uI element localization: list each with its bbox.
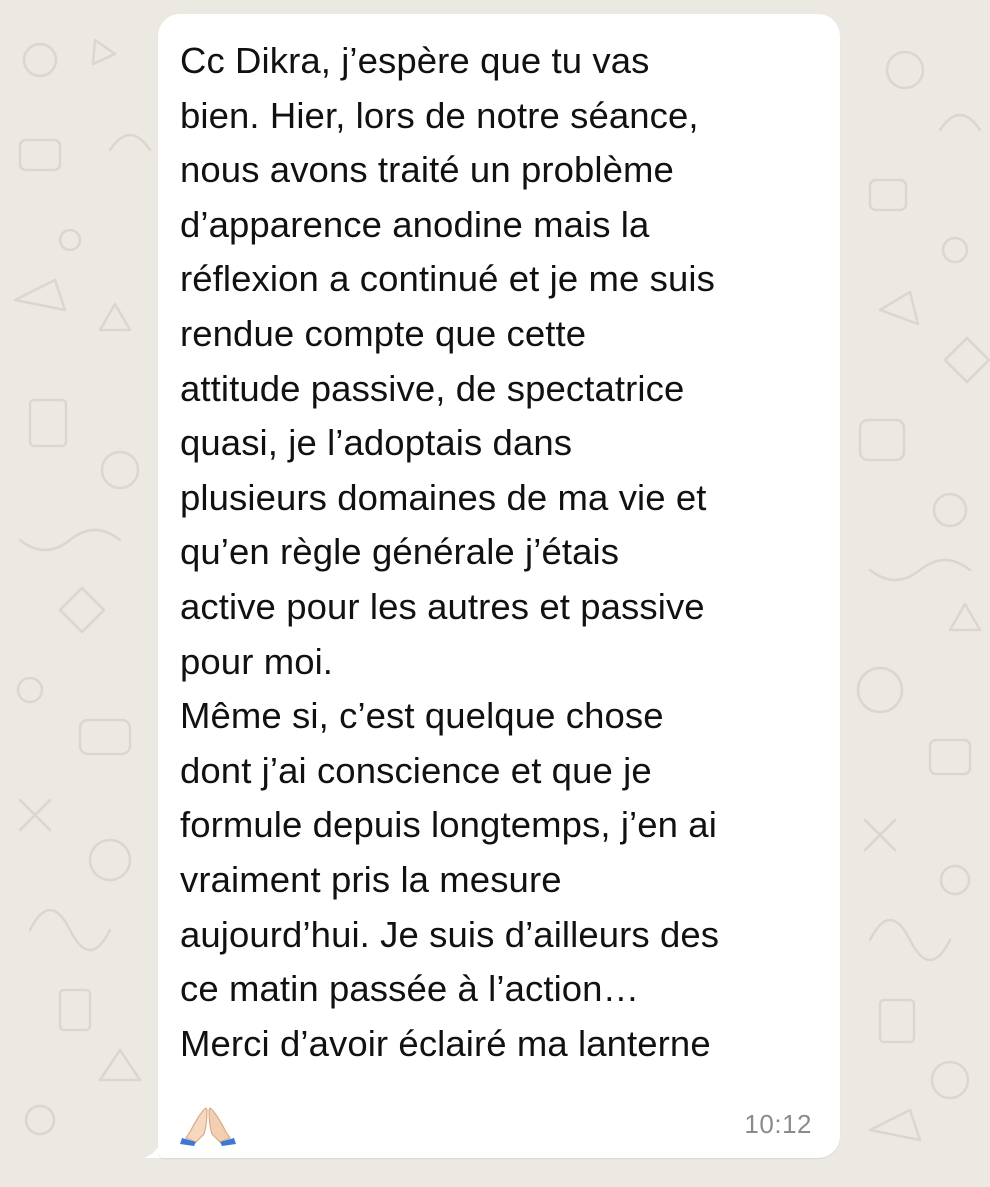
message-text: Cc Dikra, j’espère que tu vas bien. Hier, lors de notre séance, nous avons traité un problème d’apparence anodine mais la réflexion a continué et je me suis rendue compte que cette attitude passive, de spectatrice quasi, je l’adoptais dans plusieurs domaines de ma vie et qu’en règle générale j’étais active pour les autres et passive pour moi. Même si, c’est quelque chose dont j’ai conscience et que je formule depuis longtemps, j’en ai vraiment pris la mesure aujourd’hui. Je suis d’ailleurs des ce matin passée à l’action… Merci d’avoir éclairé ma lanterne [180,40,720,1064]
message-footer [180,1102,812,1146]
message-bubble[interactable] [158,14,840,1158]
message-timestamp: 10:12 [744,1109,812,1139]
folded-hands-emoji-icon [180,1104,236,1146]
